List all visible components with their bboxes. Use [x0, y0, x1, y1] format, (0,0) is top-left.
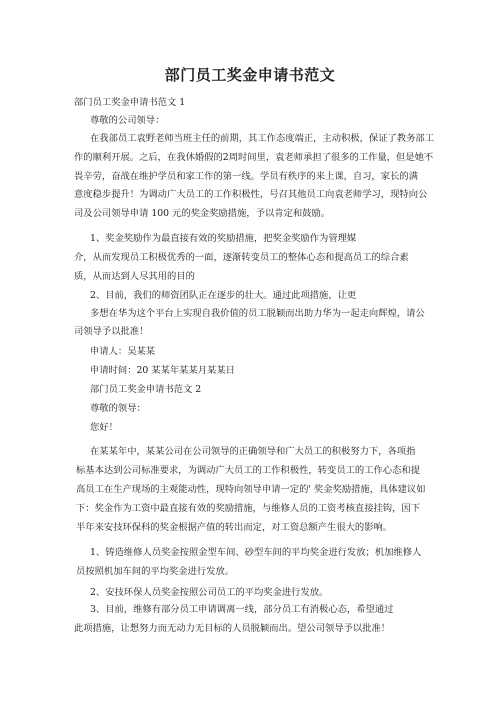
- list-item: 1、奖金奖励作为最直接有效的奖励措施，把奖金奖励作为管理媒: [90, 233, 357, 244]
- paragraph-line: 下：奖金作为工资中最直接有效的奖励措施，与维修人员的工资考核直接挂钩，因下: [76, 503, 420, 514]
- salutation: 尊敬的公司领导：: [90, 115, 165, 126]
- paragraph-line: 标基本达到公司标准要求，为调动广大员工的工作积极性，转变员工的工作心态和提: [76, 465, 420, 476]
- section-heading-1: 部门员工奖金申请书范文 1: [74, 97, 186, 108]
- section-heading-2: 部门员工奖金申请书范文 2: [90, 384, 202, 395]
- paragraph-line: 意度稳步提升！为调动广大员工的工作积极性，号召其他员工向袁老师学习，现特向公: [74, 189, 428, 200]
- salutation: 尊敬的领导：: [90, 403, 146, 414]
- paragraph-line: 高员工在生产现场的主观能动性，现特向领导申请一定的' 奖金奖励措施，具体建议如: [76, 484, 426, 495]
- paragraph-line: 畏辛劳，奋战在维护学员和家工作的第一线。学员有秩序的来上课，自习，家长的满: [74, 171, 418, 182]
- paragraph-line: 多想在华为这个平台上实现自我价值的员工脱颖而出助力华为一起走向辉煌，请公: [90, 308, 425, 319]
- document-title: 部门员工奖金申请书范文: [164, 66, 336, 84]
- applicant-line: 申请人：吴某某: [90, 346, 156, 357]
- paragraph-line: 质，从而达到人尽其用的目的: [74, 271, 195, 282]
- list-item: 2、目前，我们的师资团队正在逐步的壮大。通过此项措施，让更: [90, 290, 357, 301]
- paragraph-line: 司领导予以批准！: [74, 326, 149, 337]
- paragraph-line: 介，从而发现员工积极优秀的一面，逐渐转变员工的整体心态和提高员工的综合素: [74, 252, 409, 263]
- list-item: 1、铸造维修人员奖金按照金型车间、砂型车间的平均奖金进行发放；机加维修人: [90, 547, 422, 558]
- date-line: 申请时间：20 某某年某某月某某日: [90, 365, 235, 376]
- paragraph-line: 司及公司领导申请 100 元的奖金奖励措施，予以肯定和鼓励。: [74, 208, 331, 219]
- list-item: 2、安技环保人员奖金按照公司员工的平均奖金进行发放。: [90, 587, 329, 598]
- paragraph-line: 在我部员工袁野老师当班主任的前期，其工作态度端正，主动积极，保证了教务部工: [90, 133, 434, 144]
- greeting: 您好！: [90, 422, 118, 433]
- paragraph-line: 此项措施，让想努力而无动力无目标的人员脱颖而出。望公司领导予以批准！: [74, 623, 391, 634]
- list-item: 3、目前，维修有部分员工申请调离一线，部分员工有消极心态，希望通过: [90, 604, 394, 615]
- paragraph-line: 员按照机加车间的平均奖金进行发放。: [76, 566, 235, 577]
- paragraph-line: 在某某年中，某某公司在公司领导的正确领导和广大员工的积极努力下，各项指: [90, 446, 416, 457]
- paragraph-line: 作的顺利开展。之后，在我休婚假的2周时间里，袁老师承担了很多的工作量，但是她不: [74, 152, 434, 163]
- paragraph-line: 半年来安技环保科的奖金根据产值的转出而定，对工资总额产生很大的影响。: [76, 522, 393, 533]
